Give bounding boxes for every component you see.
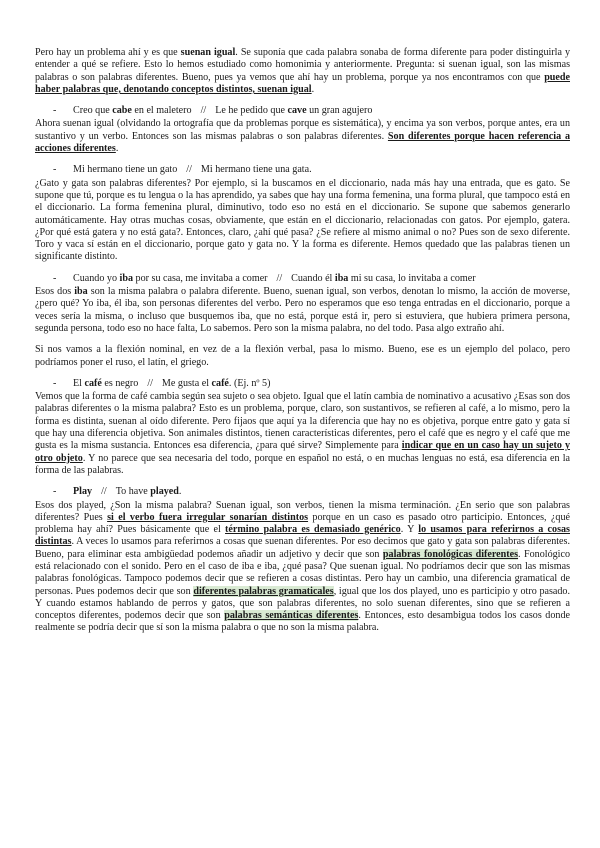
separator: // [186, 164, 192, 176]
example-iba [35, 273, 570, 285]
example-cabe-cave [35, 105, 570, 117]
text: To have [115, 486, 151, 498]
text: . Entonces, esto desambigua todos los casos donde realmente se podría decir que sí son la misma palabra o que no son la misma palabra. [35, 610, 570, 634]
text: Si nos vamos a la flexión nominal, en vez de a la flexión verbal, pasa lo mismo. Bueno, ese es un ejemplo del polaco, pero podríamos poner el ruso, el latín, el griego. [35, 344, 570, 368]
bold-underlined-text: Son diferentes porque hacen referencia a acciones diferentes [35, 130, 570, 155]
bold-text: iba [74, 286, 88, 298]
separator: // [200, 105, 207, 117]
bold-text: café [84, 377, 102, 389]
text: Ahora suenan igual (olvidando la ortografía que da problemas porque es sistemática), y encima ya son verbos, porque antes, era un sustantivo y un verbo. Entonces son las mismas palabras o son palabras diferentes. [35, 118, 570, 142]
text: ¿Gato y gata son palabras diferentes? Por ejemplo, si la buscamos en el diccionario, nada más hay una entrada, que es gato. Se supone que tú, porque es tu lengua o la has aprendido, ya sabes que hay una forma femenina, una forma plural, que tampoco está en el diccionario. La forma femenina plural, diminutivo, todo eso no está en el diccionario. Se supone que sabemos generarlo automáticamente. Hay otras muchas cosas, obviamente, que están en el diccionario, relacionadas con gatos. Por ejemplo, gatera. ¿Por qué está gatera y no está gata?. Entonces, claro, ¿ahí qué pasa? ¿Se refiere al mismo animal o no? Pues son de sexo diferente. Toro y vaca sí están en el diccionario, porque gato y gata no. Y la forma es diferente. Hemos quedado que las palabras tienen un significante distinto. [35, 177, 570, 263]
separator: // [276, 272, 283, 284]
text: , igual que los dos played, uno es participio y otro pasado. Y cuando estamos hablando de perros y gatos, que son palabras diferentes, no solo suenan diferentes, sino que se refieren a conceptos diferentes, podemos decir que son [35, 585, 570, 622]
text: son la misma palabra o palabra diferente. Bueno, suenan igual, son verbos, denotan lo mismo, la acción de moverse, ¿pero qué? Yo iba, él iba, son personas diferentes del verbo. Pero no esperamos que eso tenga entradas en el diccionario, porque a veces sería la misma, o incluso que busquemos iba, que no está, porque está ir, pero si estuviera, que hubiera primera persona, segunda persona, todo eso no hace falta, Lo sabemos. Pero son la misma palabra, no del todo. Pasa algo extraño ahí. [35, 286, 570, 334]
bold-text: Play [73, 486, 93, 498]
separator: // [101, 486, 107, 498]
bold-text: iba [334, 272, 349, 284]
bold-underlined-text: puede haber palabras que, denotando conceptos distintos, suenan igual [35, 71, 570, 95]
highlighted-term: palabras fonológicas diferentes [382, 548, 519, 560]
example-played [35, 486, 570, 498]
text: Mi hermano tiene una gata. [200, 164, 312, 176]
paragraph-gato-gata [35, 178, 570, 264]
paragraph-homonymy [35, 47, 570, 96]
list-dash: - [53, 105, 57, 117]
example-gato-gata [35, 164, 570, 176]
example-cafe [35, 378, 570, 390]
text: Vemos que la forma de café cambia según sea sujeto o sea objeto. Igual que el latín cambia de nominativo a acusativo ¿Esas son dos palabras diferentes o la misma palabra? Esto es un problema, porque, claro, son sustantivos, se refieren al café, a lo mismo, pero la forma es distinta, suenan al oído diferente. Pero fijaos que aquí ya la diferencia que hay no es objetiva, porque entre gato y gata sí que hay una diferencia objetiva. Son animales distintos, tienen características diferentes, pero el café que es negro y el café que me gusta es la misma sustancia. Entonces esa diferencia, ¿para qué sirve? Simplemente para [35, 391, 570, 452]
list-dash: - [53, 272, 57, 284]
bold-underlined-text: lo usamos para referirnos a cosas distintas [35, 524, 570, 548]
paragraph-verbs [35, 118, 570, 155]
separator: // [147, 377, 153, 389]
bold-text: café [211, 377, 229, 389]
bold-underlined-text: término palabra es demasiado genérico [225, 524, 401, 536]
text: Le he pedido que [215, 105, 288, 117]
bold-text: suenan igual [180, 47, 236, 58]
text: . Se suponía que cada palabra sonaba de forma diferente para poder distinguirla y entender a qué se refiere. Esto lo hemos estudiado como homonimia y anteriormente. Pregunta: si suenan igual, son las mismas palabras o son palabras diferentes. Bueno, pues ya vemos que ahí hay un problema, porque ya nos encontramos con que [35, 47, 571, 83]
bold-text: cave [287, 105, 307, 117]
text: . Y [400, 524, 419, 536]
text: . [311, 83, 315, 95]
text: Me gusta el [161, 377, 212, 389]
highlighted-term: diferentes palabras gramaticales [193, 585, 334, 597]
text: . [115, 143, 119, 155]
text: El [73, 377, 85, 389]
text: porque en un caso es pasado otro participio. Entonces, ¿qué problema hay ahí? Pues básicamente que el [35, 511, 570, 536]
text: Cuando él [291, 272, 335, 284]
text: Cuando yo [73, 272, 120, 284]
text: . (Ej. nº 5) [228, 377, 271, 389]
paragraph-iba [35, 286, 570, 335]
list-dash: - [53, 164, 57, 176]
highlighted-term: palabras semánticas diferentes [224, 610, 359, 622]
text: es negro [101, 377, 139, 389]
bold-text: cabe [112, 105, 132, 117]
text: . Y no parece que sea necesaria del todo, porque en español no está, o en muchas lenguas no está, esa diferencia en la forma de las palabras. [35, 452, 571, 476]
text: . Fonológico está relacionado con el sonido. Pero en el caso de iba e iba, ¿qué pasa? Que suenan igual. No podríamos decir que son las mismas palabras fonológicas. Tampoco podemos decir que se refieren a cosas distintas. Pero hay un cambio, una diferencia gramatical de personas. Pues podemos decir que son [35, 548, 571, 597]
bold-text: played [150, 486, 179, 498]
bold-underlined-text: si el verbo fuera irregular sonarían distintos [107, 511, 309, 523]
text: en el maletero [131, 105, 192, 117]
paragraph-cafe [35, 391, 570, 477]
text: Pero hay un problema ahí y es que [35, 47, 181, 58]
paragraph-played [35, 500, 570, 635]
text: Mi hermano tiene un gato [73, 164, 178, 176]
text: por su casa, me invitaba a comer [133, 272, 268, 284]
bold-underlined-text: indicar que en un caso hay un sujeto y otro objeto [35, 440, 571, 464]
list-dash: - [53, 486, 57, 498]
paragraph-flexion-nominal [35, 344, 570, 369]
text: Esos dos [35, 286, 75, 298]
list-dash: - [53, 377, 57, 389]
text: . A veces lo usamos para referirnos a cosas que suenan diferentes. Por eso decimos que gato y gata son palabras diferentes. Bueno, para eliminar esta ambigüedad podemos añadir un adjetivo y decir que son [35, 536, 570, 560]
text: un gran agujero [306, 105, 373, 117]
text: . [178, 486, 182, 498]
bold-text: iba [119, 272, 134, 284]
text: Esos dos played, ¿Son la misma palabra? Suenan igual, son verbos, tienen la misma terminación. ¿En serio que son palabras diferentes? Pues [35, 499, 570, 523]
text: mi su casa, lo invitaba a comer [348, 272, 476, 284]
text: Creo que [73, 105, 113, 117]
